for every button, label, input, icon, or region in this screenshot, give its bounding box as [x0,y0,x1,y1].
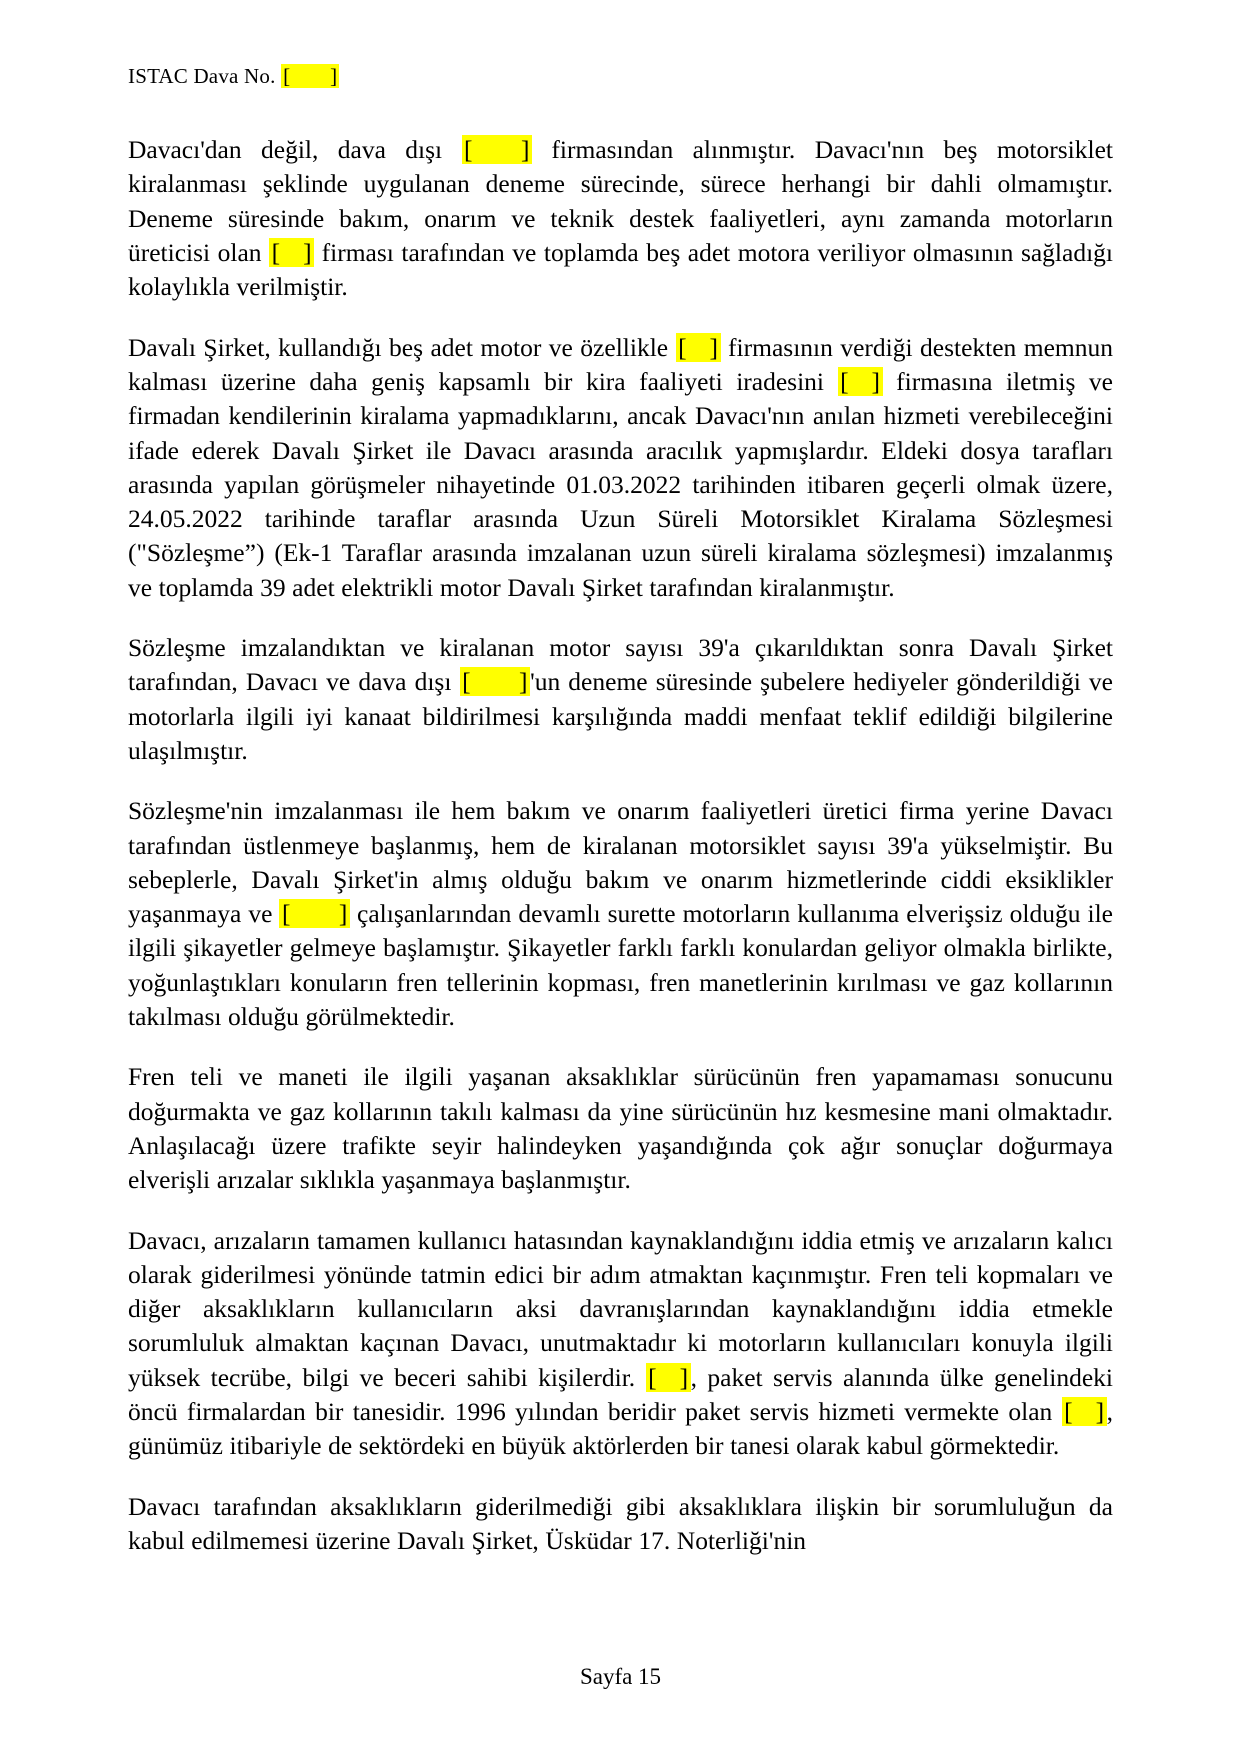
paragraph-2-segment-1: Davalı Şirket, kullandığı beş adet motor ve özellikle [128,332,676,362]
page-footer [0,1663,1241,1691]
redaction-p6-a [646,1363,691,1392]
paragraph-2 [128,331,1113,605]
paragraph-6-segment-2: , paket servis alanında ülke genelindeki öncü firmalardan bir tanesidir. 1996 yılından beridir paket servis hizmeti vermekte olan [128,1362,1114,1426]
paragraph-5-segment-1: Fren teli ve maneti ile ilgili yaşanan aksaklıklar sürücünün fren yapamaması sonucunu doğurmakta ve gaz kollarının takılı kalması da yine sürücünün hız kesmesine mani olmaktadır. Anlaşılacağı üzere trafikte seyir halindeyken yaşandığında çok ağır sonuçlar doğurmaya elverişli arızalar sıklıkla yaşanmaya başlanmıştır. [128,1062,1113,1195]
redaction-close-bracket: ] [303,238,312,268]
redaction-close-bracket: ] [1095,1396,1105,1426]
paragraph-2-segment-3: firmasına iletmiş ve firmadan kendilerinin kiralama yapmadıklarını, ancak Davacı'nın anılan hizmeti verebileceğini ifade ederek Davalı Şirket ile Davacı arasında aracılık yapmışlardır. Eldeki dosya tarafları arasında yapılan görüşmeler nihayetinde 01.03.2022 tarihinden itibaren geçerli olmak üzere, 24.05.2022 tarihinde taraflar arasında Uzun Süreli Motorsiklet Kiralama Sözleşmesi ("Sözleşme”) (Ek-1 Taraflar arasında imzalanan uzun süreli kiralama sözleşmesi) imzalanmış ve toplamda 39 adet elektrikli motor Davalı Şirket tarafından kiralanmıştır. [128,366,1113,602]
paragraph-7-segment-1: Davacı tarafından aksaklıkların giderilmediği gibi aksaklıklara ilişkin bir sorumluluğun da kabul edilmemesi üzerine Davalı Şirket, Üsküdar 17. Noterliği'nin [128,1491,1113,1555]
redaction-p1-a [462,135,533,164]
paragraph-1 [128,133,1113,304]
paragraph-3 [128,631,1113,768]
redaction-p3-a [460,667,531,696]
paragraph-5 [128,1060,1113,1197]
redaction-open-bracket: [ [283,64,291,88]
redaction-open-bracket: [ [648,1362,657,1392]
redaction-p4-a [279,899,350,928]
paragraph-4-segment-1: Sözleşme'nin imzalanması ile hem bakım ve onarım faaliyetleri üretici firma yerine Davacı tarafından üstlenmeye başlanmış, hem de kiralanan motorsiklet sayısı 39'a yükselmiştir. Bu sebeplerle, Davalı Şirket'in almış olduğu bakım ve onarım hizmetlerinde ciddi eksiklikler yaşanmaya ve [128,796,1113,929]
case-number-label: ISTAC Dava No. [128,64,276,88]
redaction-p2-a [676,333,721,362]
redaction-open-bracket: [ [464,135,473,165]
redaction-p2-b [838,367,883,396]
paragraph-6 [128,1224,1113,1464]
redaction-close-bracket: ] [330,64,338,88]
paragraph-6-segment-3: , günümüz itibariyle de sektördeki en büyük aktörlerden bir tanesi olarak kabul görmektedir. [128,1396,1113,1461]
paragraph-3-segment-2: 'un deneme süresinde şubelere hediyeler gönderildiği ve motorlarla ilgili iyi kanaat bildirilmesi karşılığında maddi menfaat teklif edildiği bilgilerine ulaşılmıştır. [128,667,1114,765]
redaction-p1-b [269,238,314,267]
paragraph-4 [128,794,1113,1034]
paragraph-4-segment-2: çalışanlarından devamlı surette motorların kullanıma elverişsiz olduğu ile ilgili şikayetler gelmeye başlamıştır. Şikayetler farklı farklı konulardan geliyor olmakla birlikte, yoğunlaştıkları konuların fren tellerinin kopması, fren manetlerinin kırılması ve gaz kollarının takılması olduğu görülmektedir. [128,899,1113,1032]
redaction-close-bracket: ] [709,332,719,362]
redaction-open-bracket: [ [462,667,471,697]
redaction-close-bracket: ] [871,366,881,396]
redaction-open-bracket: [ [271,238,281,268]
redaction-open-bracket: [ [840,366,849,396]
page-number-label: Sayfa 15 [579,1664,662,1690]
paragraph-1-segment-1: Davacı'dan değil, dava dışı [128,135,462,165]
case-number-header [128,64,1113,89]
redaction-p6-b [1062,1397,1107,1426]
redaction-close-bracket: ] [519,667,528,697]
paragraph-6-segment-1: Davacı, arızaların tamamen kullanıcı hatasından kaynaklandığını iddia etmiş ve arızaların kalıcı olarak giderilmesi yönünde tatmin edici bir adım atmaktan kaçınmıştır. Fren teli kopmaları ve diğer aksaklıkların kullanıcıların aksi davranışlarından kaynaklandığını iddia etmekle sorumluluk almaktan kaçınan Davacı, unutmaktadır ki motorların kullanıcıları konuyla ilgili yüksek tecrübe, bilgi ve beceri sahibi kişilerdir. [128,1225,1113,1392]
paragraph-1-segment-3: firması tarafından ve toplamda beş adet motora veriliyor olmasının sağladığı kolaylıkla verilmiştir. [128,238,1114,302]
paragraph-2-segment-2: firmasının verdiği destekten memnun kalması üzerine daha geniş kapsamlı bir kira faaliyeti iradesini [128,332,1113,396]
redaction-open-bracket: [ [678,332,687,362]
paragraph-1-segment-2: firmasından alınmıştır. Davacı'nın beş motorsiklet kiralanması şeklinde uygulanan deneme sürecinde, sürece herhangi bir dahli olmamıştır. Deneme süresinde bakım, onarım ve teknik destek faaliyetleri, aynı zamanda motorların üreticisi olan [128,135,1113,268]
paragraph-3-segment-1: Sözleşme imzalandıktan ve kiralanan motor sayısı 39'a çıkarıldıktan sonra Davalı Şirket tarafından, Davacı ve dava dışı [128,633,1113,697]
redaction-close-bracket: ] [338,899,348,929]
redaction-case-number [281,64,339,88]
paragraph-7 [128,1490,1113,1559]
redaction-close-bracket: ] [520,135,530,165]
redaction-open-bracket: [ [281,899,291,929]
redaction-close-bracket: ] [679,1362,689,1392]
redaction-open-bracket: [ [1064,1396,1073,1426]
